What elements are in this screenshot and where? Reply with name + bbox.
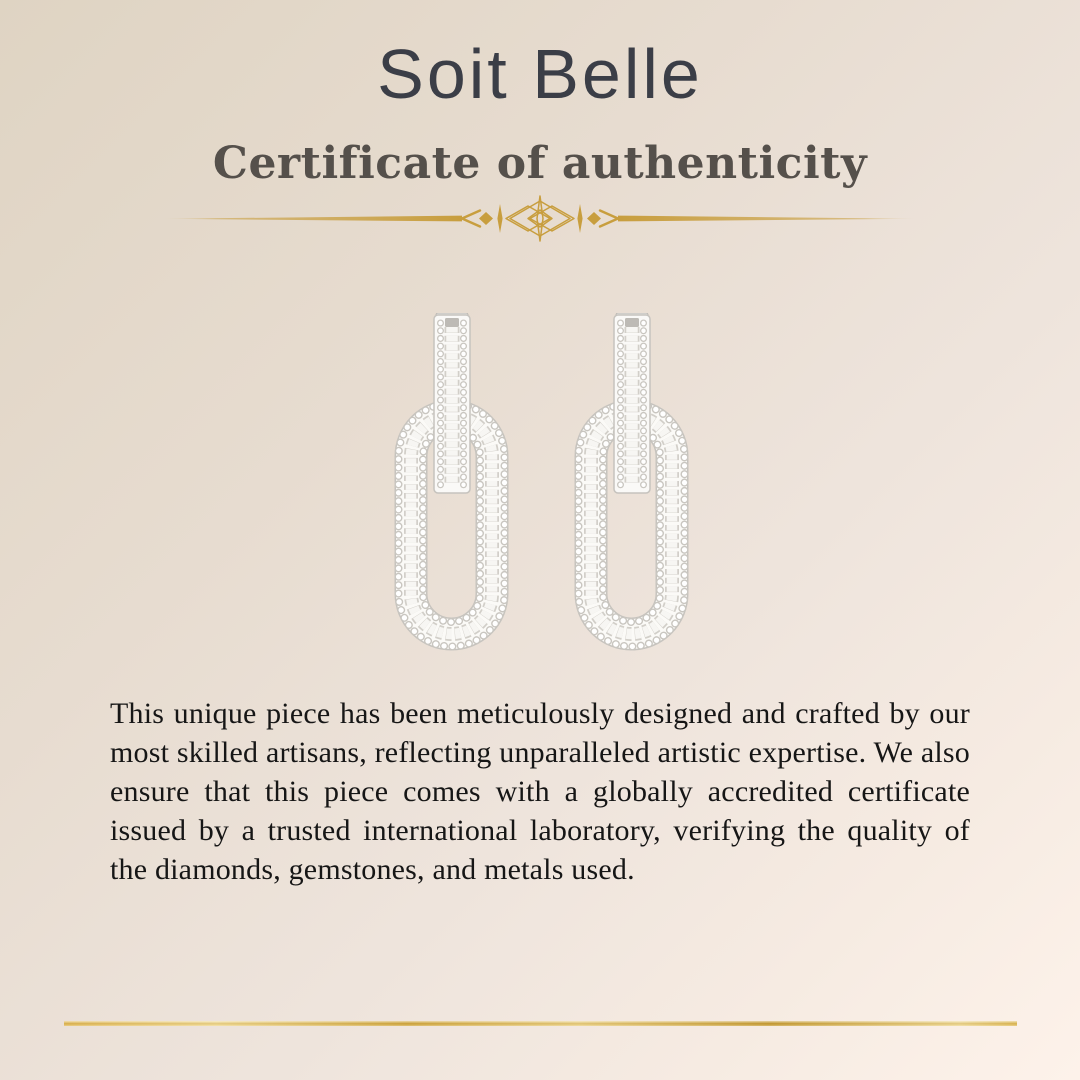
certificate-title: Certificate of authenticity xyxy=(212,138,868,189)
brand-logo: Soit Belle xyxy=(377,35,703,113)
filigree-divider-icon xyxy=(160,194,920,243)
footer-gold-rule xyxy=(64,1021,1017,1026)
left-earring-image xyxy=(394,313,510,659)
right-earring-image xyxy=(574,313,690,659)
description-paragraph: This unique piece has been meticulously designed and crafted by our most skilled artisans, reflecting unparalleled artistic expertise. We also ensure that this piece comes with a globally accredited certificate issued by a trusted international laboratory, verifying the quality of the diamonds, gemstones, and metals used. xyxy=(110,697,970,886)
